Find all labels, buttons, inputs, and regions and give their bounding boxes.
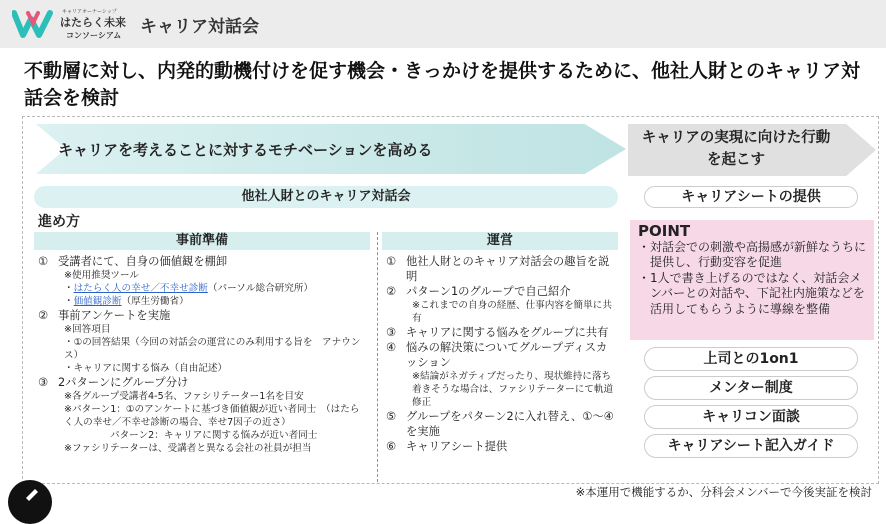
measure-career-consulting: キャリコン面談 [644, 405, 858, 429]
measure-sheet-guide: キャリアシート記入ガイド [644, 434, 858, 458]
preparation-list [34, 254, 374, 455]
list-item: ※使用推奨ツール [64, 270, 140, 281]
list-item: ② 事前アンケートを実施 [38, 309, 171, 322]
logo-subtitle: キャリアオーナーシップ [62, 9, 117, 15]
values-diagnosis-link[interactable]: 価値観診断 [73, 296, 122, 307]
column-divider [377, 232, 378, 482]
list-item: ※これまでの自身の経歴、仕事内容を簡単に共有 [412, 300, 612, 324]
preparation-header: 事前準備 [34, 232, 370, 250]
list-item: ・①の回答結果（今回の対話会の運営にのみ利用する旨を アナウンス） [64, 337, 361, 361]
motivation-arrow-label: キャリアを考えることに対するモチベーションを高める [58, 141, 433, 159]
point-list [638, 240, 870, 317]
point-title: POINT [638, 222, 691, 240]
consortium-logo-icon [12, 9, 54, 39]
logo-suffix: コンソーシアム [66, 31, 122, 40]
list-item: ① 受講者にて、自身の価値観を棚卸 [38, 255, 228, 268]
header-bar [0, 0, 886, 48]
action-arrow-label: キャリアの実現に向けた行動を起こす [641, 130, 831, 168]
measure-mentor: メンター制度 [644, 376, 858, 400]
list-item: ② パターン1のグループで自己紹介 [386, 285, 571, 298]
list-item: ⑥ キャリアシート提供 [386, 440, 508, 453]
list-item: ・キャリアに関する悩み（自由記述） [64, 363, 228, 374]
list-item: ① 他社人財とのキャリア対話会の趣旨を説明 [386, 255, 610, 283]
happiness-diagnosis-link[interactable]: はたらく人の幸せ／不幸せ診断 [73, 283, 208, 294]
pencil-button[interactable] [8, 480, 52, 524]
pencil-icon [8, 480, 52, 502]
operation-list [382, 254, 618, 454]
list-item: ③ 2パターンにグループ分け [38, 376, 189, 389]
list-item: ※結論がネガティブだったり、現状維持に落ち着きそうな場合は、ファシリテーターにて軌道修正 [412, 371, 614, 408]
slide-title: 不動層に対し、内発的動機付けを促す機会・きっかけを提供するために、他社人財とのキャリア対話会を検討 [24, 60, 861, 109]
list-item: ④ 悩みの解決策についてグループディスカッション [386, 341, 608, 369]
career-sheet-pill: キャリアシートの提供 [644, 186, 858, 208]
logo-name: はたらく未来 [60, 16, 126, 29]
header-title: キャリア対話会 [140, 17, 259, 37]
procedure-heading: 進め方 [38, 214, 80, 230]
point-item: ・ 1人で書き上げるのではなく、対話会メンバーとの対話や、下記社内施策などを活用してもらうように導線を整備 [638, 270, 865, 316]
list-item: ⑤ グループをパターン2に入れ替え、①～④を実施 [386, 410, 614, 438]
list-item: ※ファシリテーターは、受講者と異なる会社の社員が担当 [64, 443, 312, 454]
footer-note: ※本運用で機能するか、分科会メンバーで今後実証を検討 [575, 485, 872, 499]
point-item: ・ 対話会での刺激や高揚感が新鮮なうちに提供し、行動変容を促進 [638, 240, 867, 270]
dialogue-session-title: 他社人財とのキャリア対話会 [34, 186, 618, 208]
list-item: ・価値観診断（厚生労働省） [64, 296, 189, 307]
list-item: ・はたらく人の幸せ／不幸せ診断（パーソル総合研究所） [64, 283, 314, 294]
list-item: ※回答項目 [64, 324, 111, 335]
list-item: パターン2：キャリアに関する悩みが近い者同士 [110, 430, 318, 441]
measure-1on1: 上司との1on1 [644, 347, 858, 371]
list-item: ※各グループ受講者4-5名、ファシリテーター1名を目安 [64, 391, 304, 402]
list-item: ③ キャリアに関する悩みをグループに共有 [386, 326, 609, 339]
list-item: ※パターン1：①のアンケートに基づき価値観が近い者同士 （はたらく人の幸せ／不幸せ診断の場合、幸せ7因子の近さ） [64, 404, 360, 428]
operation-header: 運営 [382, 232, 618, 250]
